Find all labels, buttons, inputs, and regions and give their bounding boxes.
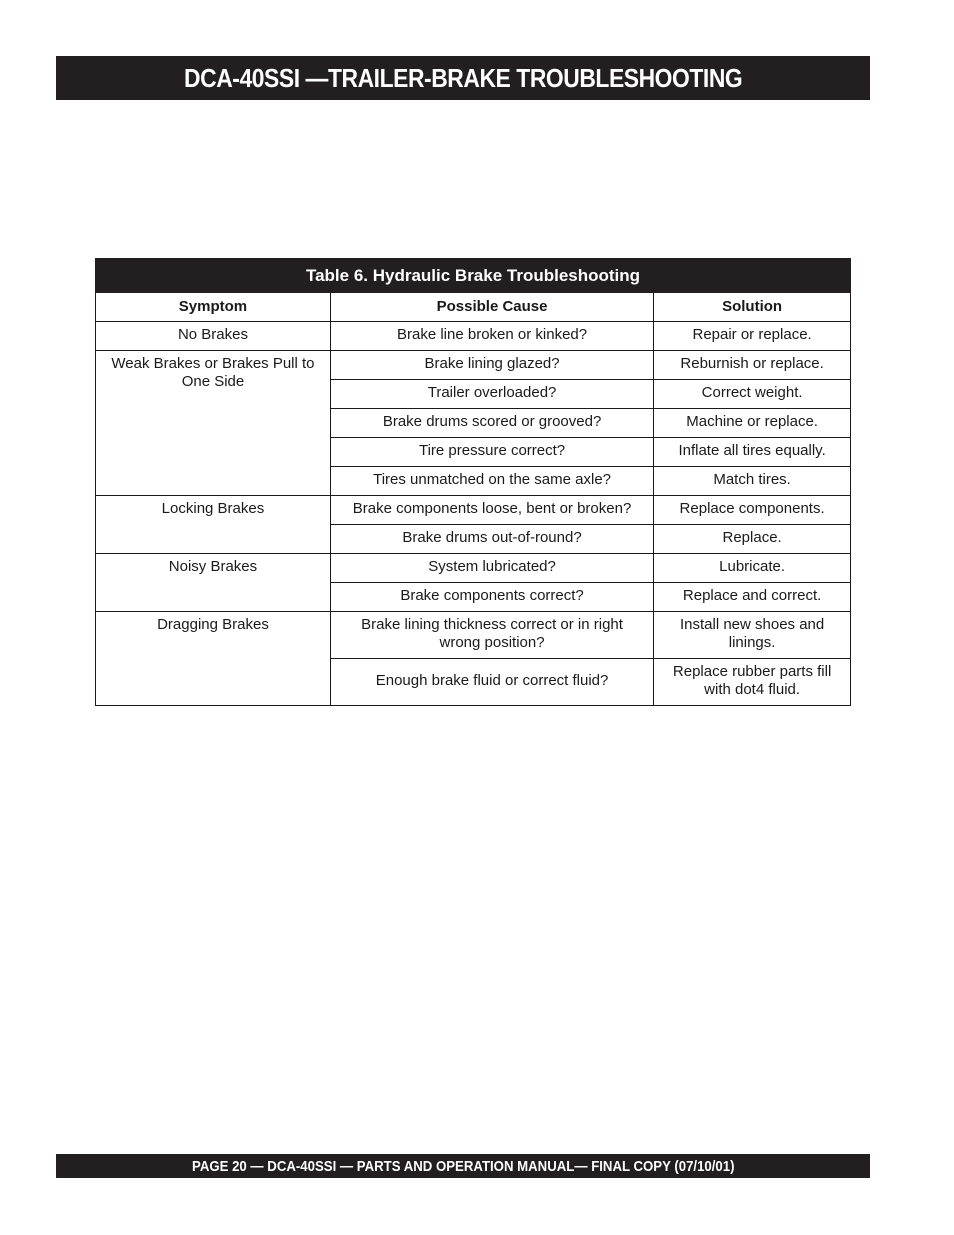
solution-cell: Replace.: [654, 525, 851, 554]
symptom-cell: Dragging Brakes: [96, 612, 331, 706]
solution-cell: Install new shoes and linings.: [654, 612, 851, 659]
page-header-bar: [56, 56, 870, 100]
solution-cell: Replace components.: [654, 496, 851, 525]
column-header-symptom: Symptom: [96, 293, 331, 322]
cause-cell: Brake drums scored or grooved?: [330, 409, 653, 438]
solution-cell: Correct weight.: [654, 380, 851, 409]
page-footer-bar: [56, 1154, 870, 1178]
table-row: [96, 351, 851, 380]
symptom-cell: No Brakes: [96, 322, 331, 351]
solution-cell: Inflate all tires equally.: [654, 438, 851, 467]
symptom-cell: Weak Brakes or Brakes Pull to One Side: [96, 351, 331, 496]
symptom-cell: Locking Brakes: [96, 496, 331, 554]
table-row: [96, 612, 851, 659]
column-header-solution: Solution: [654, 293, 851, 322]
cause-cell: Brake components loose, bent or broken?: [330, 496, 653, 525]
table-caption: Table 6. Hydraulic Brake Troubleshooting: [96, 259, 851, 293]
solution-cell: Repair or replace.: [654, 322, 851, 351]
solution-cell: Match tires.: [654, 467, 851, 496]
solution-cell: Reburnish or replace.: [654, 351, 851, 380]
cause-cell: Brake components correct?: [330, 583, 653, 612]
solution-cell: Lubricate.: [654, 554, 851, 583]
cause-cell: Brake drums out-of-round?: [330, 525, 653, 554]
cause-cell: Brake lining thickness correct or in right wrong position?: [330, 612, 653, 659]
column-header-possible-cause: Possible Cause: [330, 293, 653, 322]
cause-cell: Brake line broken or kinked?: [330, 322, 653, 351]
table-row: [96, 554, 851, 583]
cause-cell: Trailer overloaded?: [330, 380, 653, 409]
table-row: [96, 322, 851, 351]
page-title: DCA-40SSI —TRAILER-BRAKE TROUBLESHOOTING: [183, 62, 743, 93]
solution-cell: Replace rubber parts fill with dot4 fluid.: [654, 659, 851, 706]
cause-cell: Tire pressure correct?: [330, 438, 653, 467]
page-footer-text: PAGE 20 — DCA-40SSI — PARTS AND OPERATION MANUAL— FINAL COPY (07/10/01): [191, 1157, 735, 1175]
symptom-cell: Noisy Brakes: [96, 554, 331, 612]
solution-cell: Machine or replace.: [654, 409, 851, 438]
hydraulic-brake-troubleshooting-table: [95, 258, 851, 706]
solution-cell: Replace and correct.: [654, 583, 851, 612]
cause-cell: Tires unmatched on the same axle?: [330, 467, 653, 496]
table-row: [96, 496, 851, 525]
cause-cell: Enough brake fluid or correct fluid?: [330, 659, 653, 706]
cause-cell: Brake lining glazed?: [330, 351, 653, 380]
cause-cell: System lubricated?: [330, 554, 653, 583]
